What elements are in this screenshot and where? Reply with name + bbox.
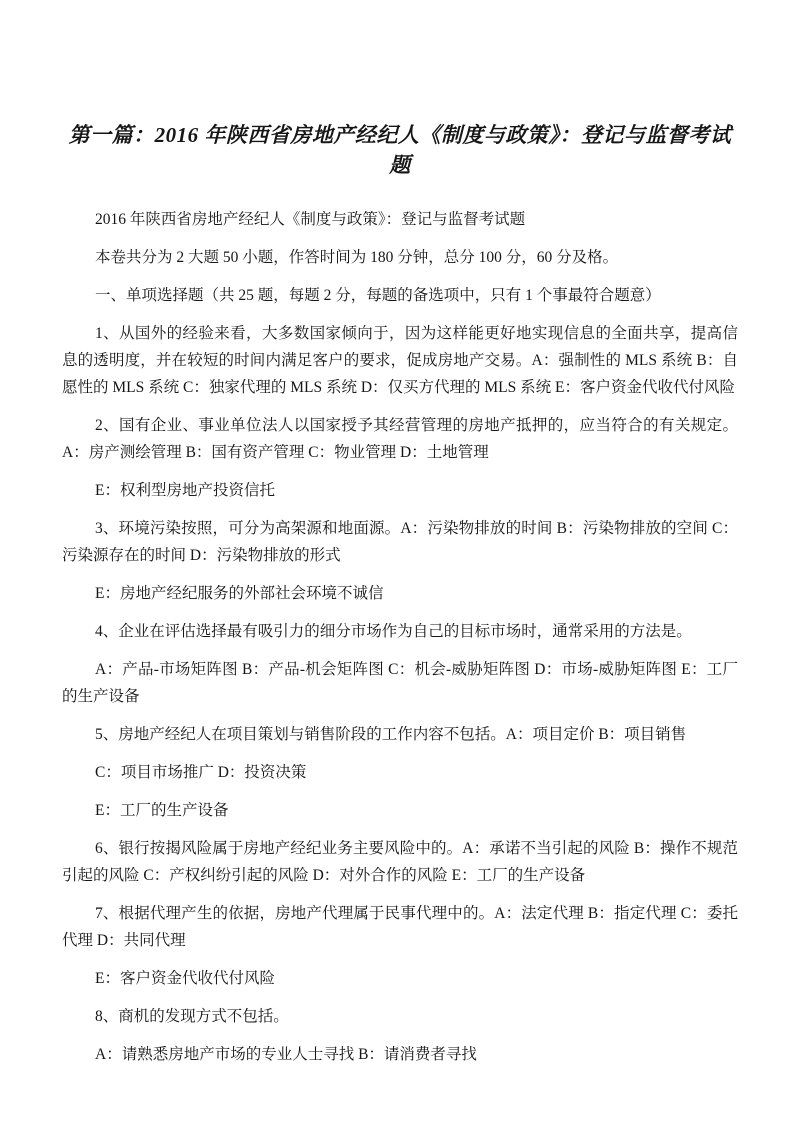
question-5-options-cd: C：项目市场推广 D：投资决策 — [95, 764, 307, 781]
question-3-option-e: E：房地产经纪服务的外部社会环境不诚信 — [95, 585, 384, 602]
question-1: 1、从国外的经验来看，大多数国家倾向于，因为这样能更好地实现信息的全面共享，提高信息的透明度，并在较短的时间内满足客户的要求，促成房地产交易。A：强制性的 MLS 系统 B：自愿性的 MLS 系统 C：独家代理的 MLS 系统 D：仅买方代理的 MLS 系统 E：客户资金代收代付风险 — [62, 325, 738, 396]
question-8-options-ab: A：请熟悉房地产市场的专业人士寻找 B：请消费者寻找 — [95, 1046, 477, 1063]
question-8: 8、商机的发现方式不包括。 — [95, 1008, 289, 1025]
question-3: 3、环境污染按照，可分为高架源和地面源。A：污染物排放的时间 B：污染物排放的空间 C：污染源存在的时间 D：污染物排放的形式 — [62, 520, 738, 564]
question-4: 4、企业在评估选择最有吸引力的细分市场作为自己的目标市场时，通常采用的方法是。 — [95, 623, 692, 640]
section-heading-single-choice: 一、单项选择题（共 25 题，每题 2 分，每题的备选项中，只有 1 个事最符合题意） — [95, 287, 661, 304]
question-7-option-e: E：客户资金代收代付风险 — [95, 970, 275, 987]
question-4-options: A：产品-市场矩阵图 B：产品-机会矩阵图 C：机会-威胁矩阵图 D：市场-威胁矩阵图 E：工厂的生产设备 — [62, 661, 738, 705]
question-5-option-e: E：工厂的生产设备 — [95, 802, 229, 819]
paragraph-exam-info: 本卷共分为 2 大题 50 小题，作答时间为 180 分钟，总分 100 分，60 分及格。 — [95, 249, 619, 266]
question-5: 5、房地产经纪人在项目策划与销售阶段的工作内容不包括。A：项目定价 B：项目销售 — [95, 726, 687, 743]
question-2-option-e: E：权利型房地产投资信托 — [95, 482, 275, 499]
question-2: 2、国有企业、事业单位法人以国家授予其经营管理的房地产抵押的，应当符合的有关规定。A：房产测绘管理 B：国有资产管理 C：物业管理 D：土地管理 — [62, 417, 738, 461]
question-6: 6、银行按揭风险属于房地产经纪业务主要风险中的。A：承诺不当引起的风险 B：操作不规范引起的风险 C：产权纠纷引起的风险 D：对外合作的风险 E：工厂的生产设备 — [62, 840, 738, 884]
question-7: 7、根据代理产生的依据，房地产代理属于民事代理中的。A：法定代理 B：指定代理 C：委托代理 D：共同代理 — [62, 905, 738, 949]
document-title: 第一篇：2016 年陕西省房地产经纪人《制度与政策》：登记与监督考试题 — [68, 123, 732, 177]
paragraph-subtitle: 2016 年陕西省房地产经纪人《制度与政策》：登记与监督考试题 — [95, 211, 526, 228]
